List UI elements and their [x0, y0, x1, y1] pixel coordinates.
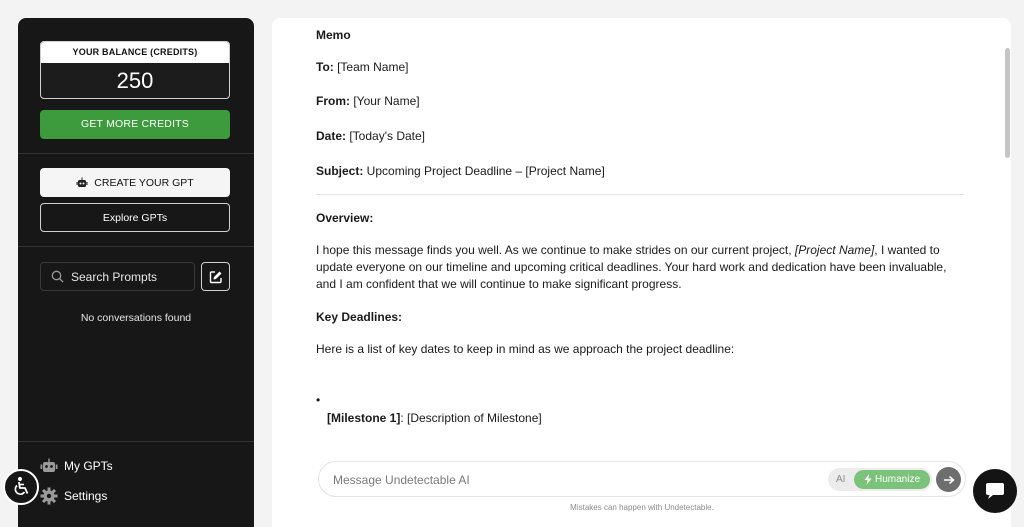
settings-link[interactable] — [40, 487, 107, 505]
mode-ai-option[interactable]: AI — [836, 474, 846, 485]
memo-subject: Subject: Upcoming Project Deadline – [Project Name] — [316, 164, 605, 178]
search-prompts-field[interactable] — [40, 262, 195, 291]
accessibility-button[interactable] — [3, 469, 39, 505]
sidebar — [18, 18, 254, 527]
overview-heading: Overview: — [316, 211, 374, 225]
get-more-credits-button[interactable]: GET MORE CREDITS — [40, 110, 230, 139]
balance-label: YOUR BALANCE (CREDITS) — [41, 42, 229, 63]
settings-label: Settings — [64, 489, 108, 503]
humanize-label: Humanize — [874, 474, 921, 485]
robot-icon — [76, 177, 88, 188]
sidebar-divider — [18, 441, 254, 442]
create-gpt-button[interactable] — [40, 168, 230, 197]
memo-title: Memo — [316, 28, 351, 42]
memo-from: From: [Your Name] — [316, 94, 420, 108]
memo-divider — [316, 194, 964, 195]
create-gpt-label: CREATE YOUR GPT — [94, 176, 194, 189]
chat-support-button[interactable] — [973, 469, 1017, 513]
chat-panel — [272, 18, 1011, 527]
search-icon — [51, 270, 64, 283]
arrow-right-icon — [943, 475, 955, 485]
sidebar-divider — [18, 153, 254, 154]
my-gpts-link[interactable] — [40, 458, 113, 473]
scrollbar[interactable] — [1003, 18, 1011, 438]
mode-humanize-option[interactable] — [854, 470, 930, 489]
gear-icon — [40, 487, 58, 505]
disclaimer-text: Mistakes can happen with Undetectable. — [570, 503, 714, 512]
new-chat-button[interactable] — [201, 262, 230, 291]
robot-icon — [40, 458, 58, 473]
explore-gpts-label: Explore GPTs — [102, 211, 168, 224]
balance-value: 250 — [116, 68, 154, 93]
key-deadlines-intro: Here is a list of key dates to keep in mind as we approach the project deadline: — [316, 342, 735, 356]
bullet-marker: • — [316, 393, 321, 407]
my-gpts-label: My GPTs — [64, 458, 113, 473]
send-button[interactable] — [936, 467, 961, 492]
project-name-emphasis: [Project Name] — [794, 243, 875, 257]
overview-paragraph: I hope this message finds you well. As we continue to make strides on our current project, [Project Name], I wanted to update everyone on our timeline and upcoming critical deadlines. Your hard work and dedication have been invaluable, and I am confident that we will continue to make significant progress. — [316, 243, 947, 291]
sidebar-divider — [18, 246, 254, 247]
key-deadlines-heading: Key Deadlines: — [316, 310, 403, 324]
message-input[interactable] — [333, 471, 813, 489]
wheelchair-icon — [10, 476, 32, 498]
no-conversations-text: No conversations found — [80, 312, 192, 324]
lightning-icon — [864, 474, 872, 485]
balance-card — [40, 41, 230, 99]
explore-gpts-button[interactable] — [40, 203, 230, 232]
chat-bubble-icon — [984, 481, 1006, 501]
search-prompts-placeholder: Search Prompts — [71, 269, 158, 284]
memo-to: To: [Team Name] — [316, 60, 409, 74]
edit-icon — [209, 270, 223, 284]
message-composer — [318, 461, 966, 497]
milestone-item: [Milestone 1]: [Description of Milestone] — [327, 411, 542, 425]
mode-toggle[interactable] — [828, 468, 932, 491]
memo-date: Date: [Today's Date] — [316, 129, 426, 143]
scroll-thumb[interactable] — [1005, 48, 1010, 158]
